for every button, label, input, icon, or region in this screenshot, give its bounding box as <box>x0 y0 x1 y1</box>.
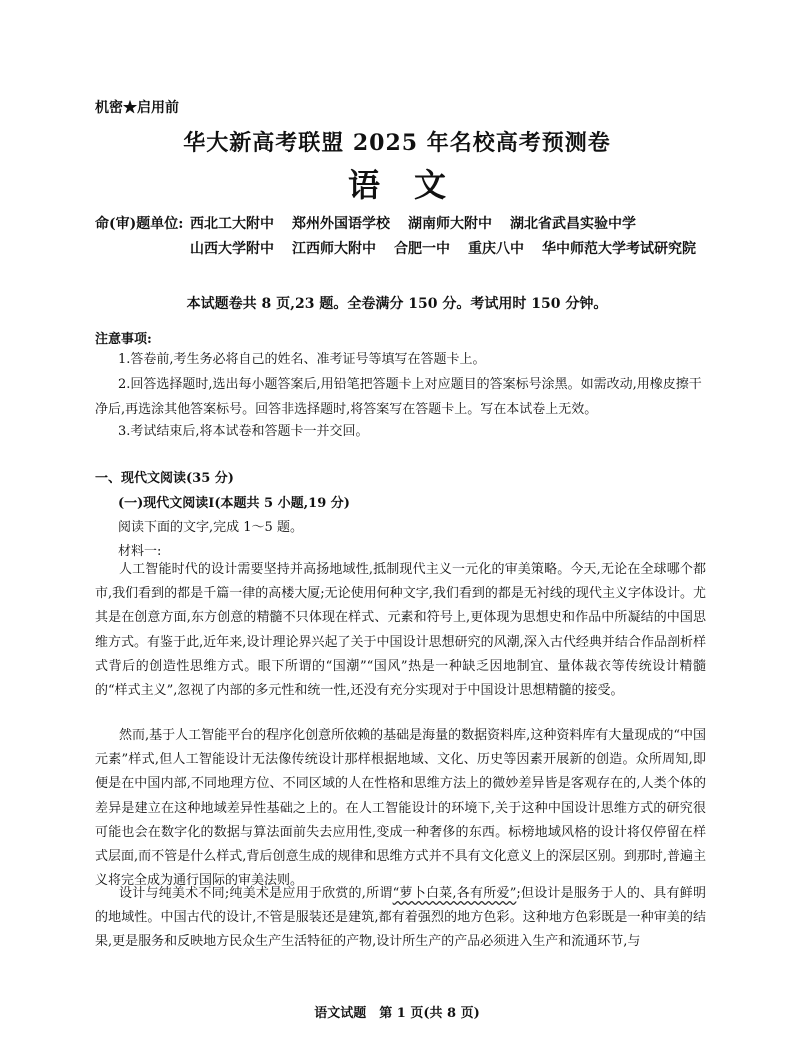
units-row-1 <box>190 213 636 233</box>
unit-item: 湖北省武昌实验中学 <box>510 216 636 232</box>
paragraph-3-part-a: 设计与纯美术不同;纯美术是应用于欣赏的,所谓 <box>119 886 393 901</box>
unit-item: 西北工大附中 <box>190 216 274 232</box>
note-item: 1.答卷前,考生务必将自己的姓名、准考证号等填写在答题卡上。 <box>118 352 486 367</box>
confidential-label: 机密★启用前 <box>95 100 179 116</box>
unit-item: 合肥一中 <box>394 241 450 257</box>
page-footer: 语文试题 第 1 页(共 8 页) <box>314 1006 480 1021</box>
paragraph-3-part-b: ;但设计是服务于人的、具有鲜明的地域性。中国古代的设计,不管是服装还是建筑,都有着强烈的地方色彩。这种地方色彩既是一种审美的结果,更是服务和反映地方民众生产生活特征的产物,设计所生产的产品必须进入生产和流通环节,与 <box>95 886 706 950</box>
paragraph-2: 然而,基于人工智能平台的程序化创意所依赖的基础是海量的数据资料库,这种资料库有大量现成的“中国元素”样式,但人工智能设计无法像传统设计那样根据地域、文化、历史等因素开展新的创造。众所周知,即便是在中国内部,不同地理方位、不同区域的人在性格和思维方法上的微妙差异皆是客观存在的,人类个体的差异是建立在这种地域差异性基础之上的。在人工智能设计的环境下,关于这种中国设计思维方式的研究很可能也会在数字化的数据与算法面前失去应用性,变成一种奢侈的东西。标榜地域风格的设计将仅停留在样式层面,而不管是什么样式,背后创意生成的规律和思维方式并不具有文化意义上的深层区别。到那时,普遍主义将完全成为通行国际的审美法则。 <box>95 728 706 889</box>
exam-title: 华大新高考联盟 2025 年名校高考预测卷 <box>183 130 611 156</box>
unit-item: 重庆八中 <box>468 241 524 257</box>
unit-item: 湖南师大附中 <box>408 216 492 232</box>
subject-title: 语文 <box>347 166 480 204</box>
section-title: 一、现代文阅读(35 分) <box>95 471 234 486</box>
unit-item: 山西大学附中 <box>190 241 274 257</box>
note-item: 3.考试结束后,将本试卷和答题卡一并交回。 <box>118 424 369 439</box>
units-row-2 <box>190 238 696 258</box>
quote-wavy-underline: “萝卜白菜,各有所爱” <box>392 886 517 901</box>
material-label: 材料一: <box>118 544 162 559</box>
reading-instruction: 阅读下面的文字,完成 1～5 题。 <box>118 520 303 535</box>
paragraph-1: 人工智能时代的设计需要坚持并高扬地域性,抵制现代主义一元化的审美策略。今天,无论在全球哪个都市,我们看到的都是千篇一律的高楼大厦;无论使用何种文字,我们看到的都是无衬线的现代主义字体设计。尤其是在创意方面,东方创意的精髓不只体现在样式、元素和符号上,更体现为思想史和作品中所凝结的中国思维方式。有鉴于此,近年来,设计理论界兴起了关于中国设计思想研究的风潮,深入古代经典并结合作品剖析样式背后的创造性思维方式。眼下所谓的“国潮”“国风”热是一种缺乏因地制宜、量体裁衣等传统设计精髓的“样式主义”,忽视了内部的多元性和统一性,还没有充分实现对于中国设计思想精髓的接受。 <box>95 562 706 699</box>
paragraph-3 <box>95 882 706 955</box>
note-item: 2.回答选择题时,选出每小题答案后,用铅笔把答题卡上对应题目的答案标号涂黑。如需改动,用橡皮擦干净后,再选涂其他答案标号。回答非选择题时,将答案写在答题卡上。写在本试卷上无效。 <box>95 377 702 417</box>
unit-item: 华中师范大学考试研究院 <box>542 241 696 257</box>
units-label: 命(审)题单位: <box>95 216 184 232</box>
unit-item: 江西师大附中 <box>292 241 376 257</box>
section-subtitle: (一)现代文阅读Ⅰ(本题共 5 小题,19 分) <box>118 496 350 511</box>
unit-item: 郑州外国语学校 <box>292 216 390 232</box>
notes-title: 注意事项: <box>95 332 152 347</box>
exam-info: 本试题卷共 8 页,23 题。全卷满分 150 分。考试用时 150 分钟。 <box>186 296 608 312</box>
